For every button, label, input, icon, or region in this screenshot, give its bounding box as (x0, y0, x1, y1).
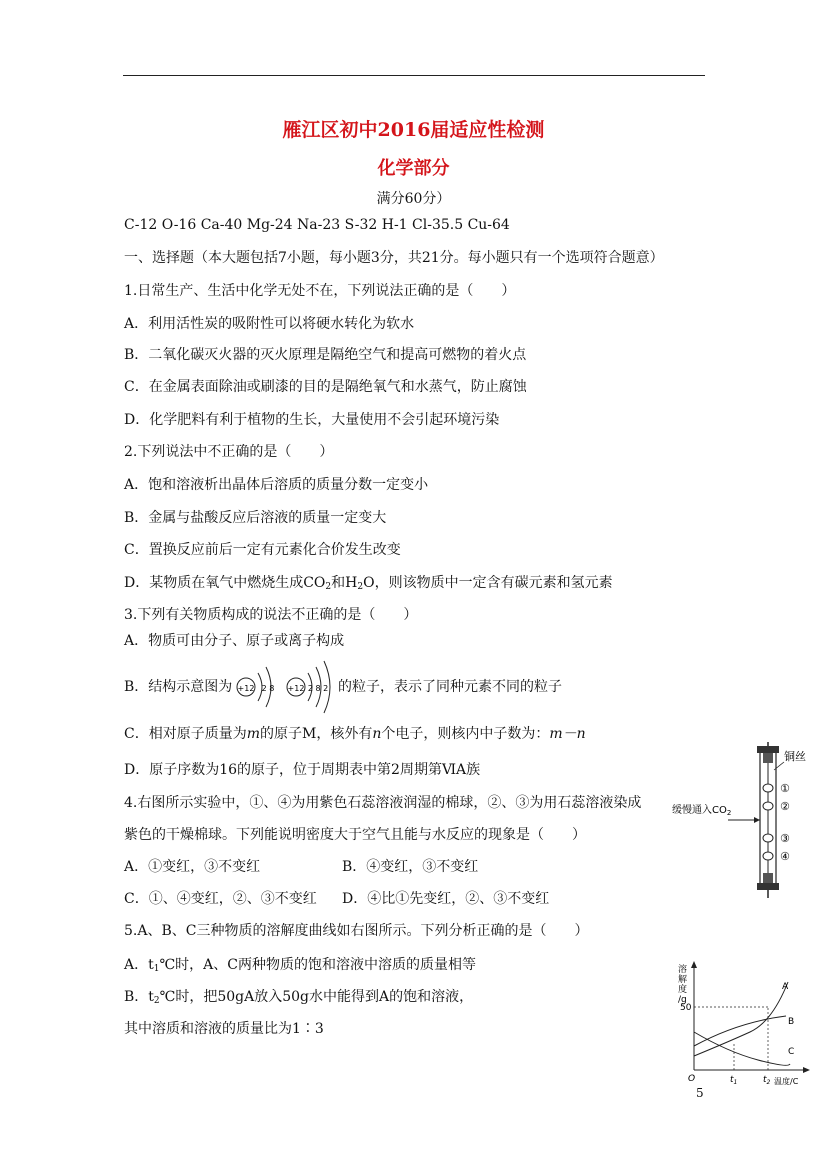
q3-c-text: 的原子M，核外有 (260, 726, 373, 742)
q5-a-sub: 1 (153, 964, 160, 974)
mark-3: ③ (780, 832, 790, 845)
atom-diagram-2 (287, 661, 330, 713)
q5-b-text: ℃时，把50gA放入50g水中能得到A的饱和溶液， (159, 989, 474, 1005)
cotton-ball-2 (763, 802, 773, 810)
t2-label: $t_2$ (763, 1075, 771, 1086)
q5-stem: 5.A、B、C三种物质的溶解度曲线如右图所示。下列分析正确的是（ ） (124, 923, 589, 939)
y-axis-label-4: /g (678, 995, 687, 1005)
atom2-shells: 2 8 2 (307, 684, 329, 693)
copper-label: 铜丝 (784, 750, 806, 763)
q5-a-text: ℃时，A、C两种物质的饱和溶液中溶质的质量相等 (159, 957, 476, 973)
label-c: C (788, 1047, 795, 1057)
atomic-masses: C-12 O-16 Ca-40 Mg-24 Na-23 S-32 H-1 Cl-35.5 Cu-64 (124, 217, 510, 233)
co2-tube-figure (668, 742, 818, 898)
q1-option-a: A．利用活性炭的吸附性可以将硬水转化为软水 (124, 316, 415, 332)
q3-c-text: 个电子，则核内中子数为： (381, 726, 550, 742)
q2-d-text: 和H (331, 575, 358, 591)
q4-option-c: C．①、④变红，②、③不变红 (124, 891, 317, 907)
q5-a-text: A．t (124, 957, 154, 973)
q5-b-text: B．t (124, 989, 154, 1005)
q3-stem: 3.下列有关物质构成的说法不正确的是（ ） (124, 607, 418, 623)
q3-option-b-pre: B．结构示意图为 (124, 679, 233, 695)
label-a: A (782, 982, 789, 992)
curve-b (694, 1016, 786, 1046)
q4-option-d: D．④比①先变红，②、③不变红 (342, 891, 550, 907)
q2-option-b: B．金属与盐酸反应后溶液的质量一定变大 (124, 510, 387, 526)
atom2-nucleus: +12 (287, 684, 305, 693)
label-b: B (788, 1017, 795, 1027)
q3-option-c (124, 725, 586, 743)
q3-c-answer: m－n (549, 726, 586, 742)
section-heading: 一、选择题（本大题包括7小题，每小题3分，共21分。每小题只有一个选项符合题意） (124, 250, 664, 266)
inlet-label: 缓慢通入$CO_2$ (672, 805, 732, 817)
q5-option-a (124, 956, 476, 978)
q5-option-b (124, 988, 473, 1010)
mark-1: ① (780, 782, 790, 795)
x-axis-label: 温度/C (774, 1077, 799, 1086)
q2-d-text: D．某物质在氧气中燃烧生成CO (124, 575, 326, 591)
curve-a (694, 982, 788, 1056)
mark-4: ④ (780, 850, 790, 863)
full-score: 满分60分） (376, 191, 451, 207)
q3-option-a: A．物质可由分子、原子或离子构成 (124, 633, 345, 649)
cotton-ball-4 (763, 852, 773, 860)
q4-stem-line1: 4.右图所示实验中，①、④为用紫色石蕊溶液润湿的棉球，②、③为用石蕊溶液染成 (124, 795, 642, 811)
q2-option-a: A．饱和溶液析出晶体后溶质的质量分数一定变小 (124, 477, 429, 493)
q2-option-d (124, 574, 613, 596)
y-axis-label-1: 溶 (678, 965, 688, 975)
mark-2: ② (780, 800, 790, 813)
q1-option-c: C．在金属表面除油或刷漆的目的是隔绝氧气和水蒸气，防止腐蚀 (124, 379, 527, 395)
origin-label: O (688, 1074, 696, 1084)
q5-b-sub: 2 (153, 996, 160, 1006)
q4-stem-line2: 紫色的干燥棉球。下列能说明密度大于空气且能与水反应的现象是（ ） (124, 827, 586, 843)
q3-c-var: m (246, 726, 260, 742)
q1-option-d: D．化学肥料有利于植物的生长，大量使用不会引起环境污染 (124, 412, 500, 428)
cotton-ball-3 (763, 834, 773, 842)
atom1-shells: 2 8 (261, 684, 275, 693)
t1-label: $t_1$ (730, 1075, 738, 1086)
q3-option-d: D．原子序数为16的原子，位于周期表中第2周期第ⅥA族 (124, 762, 481, 778)
q3-c-text: C．相对原子质量为 (124, 726, 247, 742)
q2-d-sub: 2 (357, 582, 364, 592)
y-axis-label-2: 解 (678, 975, 688, 985)
solubility-chart (668, 960, 818, 1090)
q2-option-c: C．置换反应前后一定有元素化合价发生改变 (124, 542, 401, 558)
atom-structure-diagrams (230, 656, 340, 720)
atom-diagram-1 (237, 667, 274, 707)
q3-c-var: n (372, 726, 382, 742)
q1-stem: 1.日常生产、生活中化学无处不在，下列说法正确的是（ ） (124, 283, 516, 299)
q4-option-b: B．④变红，③不变红 (342, 859, 479, 875)
q2-stem: 2.下列说法中不正确的是（ ） (124, 444, 334, 460)
curve-c (694, 1032, 790, 1065)
q1-option-b: B．二氧化碳灭火器的灭火原理是隔绝空气和提高可燃物的着火点 (124, 347, 527, 363)
y-tick-50: 50 (680, 1003, 692, 1013)
y-axis-label-3: 度 (678, 985, 688, 995)
exam-subtitle: 化学部分 (377, 158, 450, 179)
q3-option-b-post: 的粒子，表示了同种元素不同的粒子 (338, 679, 562, 695)
q2-d-sub: 2 (325, 582, 332, 592)
exam-title: 雁江区初中2016届适应性检测 (282, 119, 545, 141)
q4-option-a: A．①变红，③不变红 (124, 859, 261, 875)
q5-option-b-cont: 其中溶质和溶液的质量比为1∶3 (124, 1021, 324, 1037)
atom1-nucleus: +12 (237, 684, 255, 693)
cotton-ball-1 (763, 784, 773, 792)
q2-d-text: O，则该物质中一定含有碳元素和氢元素 (363, 575, 613, 591)
header-rule (123, 75, 705, 76)
page-number: 5 (696, 1086, 704, 1100)
